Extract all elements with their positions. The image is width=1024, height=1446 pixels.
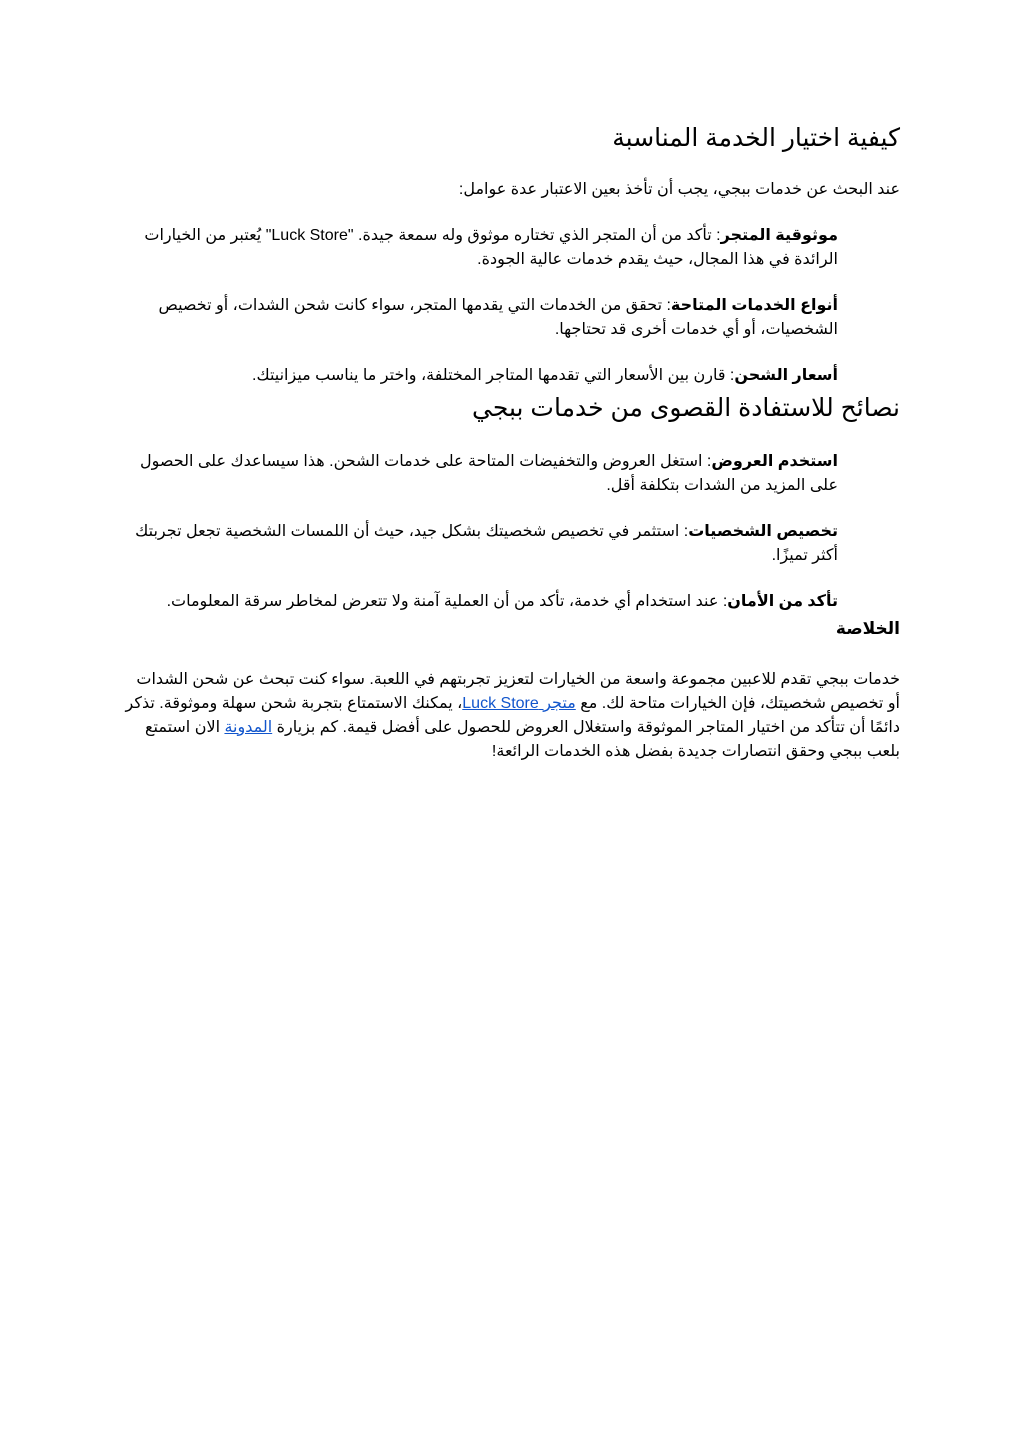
list-item-charging-prices <box>124 364 900 388</box>
section-title-conclusion: الخلاصة <box>835 619 900 638</box>
list-item-service-types <box>124 294 900 342</box>
item-label: أنواع الخدمات المتاحة <box>670 297 838 314</box>
item-text: : استثمر في تخصيص شخصيتك بشكل جيد، حيث أن اللمسات الشخصية تجعل تجربتك أكثر تميزًا. <box>135 523 838 564</box>
item-text: : قارن بين الأسعار التي تقدمها المتاجر المختلفة، واختر ما يناسب ميزانيتك. <box>252 367 735 384</box>
section-title-tips: نصائح للاستفادة القصوى من خدمات ببجي <box>472 394 900 422</box>
list-item-use-offers <box>124 450 900 498</box>
item-label: استخدم العروض <box>711 453 838 470</box>
item-label: تأكد من الأمان <box>727 593 838 610</box>
document-content <box>124 118 900 764</box>
item-text: : تحقق من الخدمات التي يقدمها المتجر، سواء كانت شحن الشدات، أو تخصيص الشخصيات، أو أي خدمات أخرى قد تحتاجها. <box>158 297 838 338</box>
item-text: : تأكد من أن المتجر الذي تختاره موثوق وله سمعة جيدة. "Luck Store" يُعتبر من الخيارات الرائدة في هذا المجال، حيث يقدم خدمات عالية الجودة. <box>144 227 838 268</box>
item-text: : استغل العروض والتخفيضات المتاحة على خدمات الشحن. هذا سيساعدك على الحصول على المزيد من الشدات بتكلفة أقل. <box>139 453 838 494</box>
conclusion-text-part3: الان استمتع بلعب ببجي وحقق انتصارات جديدة بفضل هذه الخدمات الرائعة! <box>144 719 900 760</box>
list-item-ensure-safety <box>124 590 900 614</box>
conclusion-paragraph <box>124 668 900 764</box>
item-label: أسعار الشحن <box>734 367 838 384</box>
luck-store-link[interactable]: متجر Luck Store <box>462 695 576 712</box>
conclusion-text-part2: ، يمكنك الاستمتاع بتجربة شحن سهلة وموثوقة. تذكر دائمًا أن تتأكد من اختيار المتاجر الموثوقة واستغلال العروض للحصول على أفضل قيمة. كم بزيارة <box>125 695 900 736</box>
item-label: موثوقية المتجر <box>720 227 838 244</box>
conclusion-text-part1: خدمات ببجي تقدم للاعبين مجموعة واسعة من الخيارات لتعزيز تجربتهم في اللعبة. سواء كنت تبحث عن شحن الشدات أو تخصيص شخصيتك، فإن الخيارات متاحة لك. مع <box>136 671 900 712</box>
item-text: : عند استخدام أي خدمة، تأكد من أن العملية آمنة ولا تتعرض لمخاطر سرقة المعلومات. <box>166 593 728 610</box>
section-intro: عند البحث عن خدمات ببجي، يجب أن تأخذ بعين الاعتبار عدة عوامل: <box>458 181 900 198</box>
list-item-store-reliability <box>124 224 900 272</box>
blog-link[interactable]: المدونة <box>224 719 273 736</box>
item-label: تخصيص الشخصيات <box>688 523 838 540</box>
section-title-choosing-service: كيفية اختيار الخدمة المناسبة <box>612 124 900 152</box>
list-item-customize-characters <box>124 520 900 568</box>
